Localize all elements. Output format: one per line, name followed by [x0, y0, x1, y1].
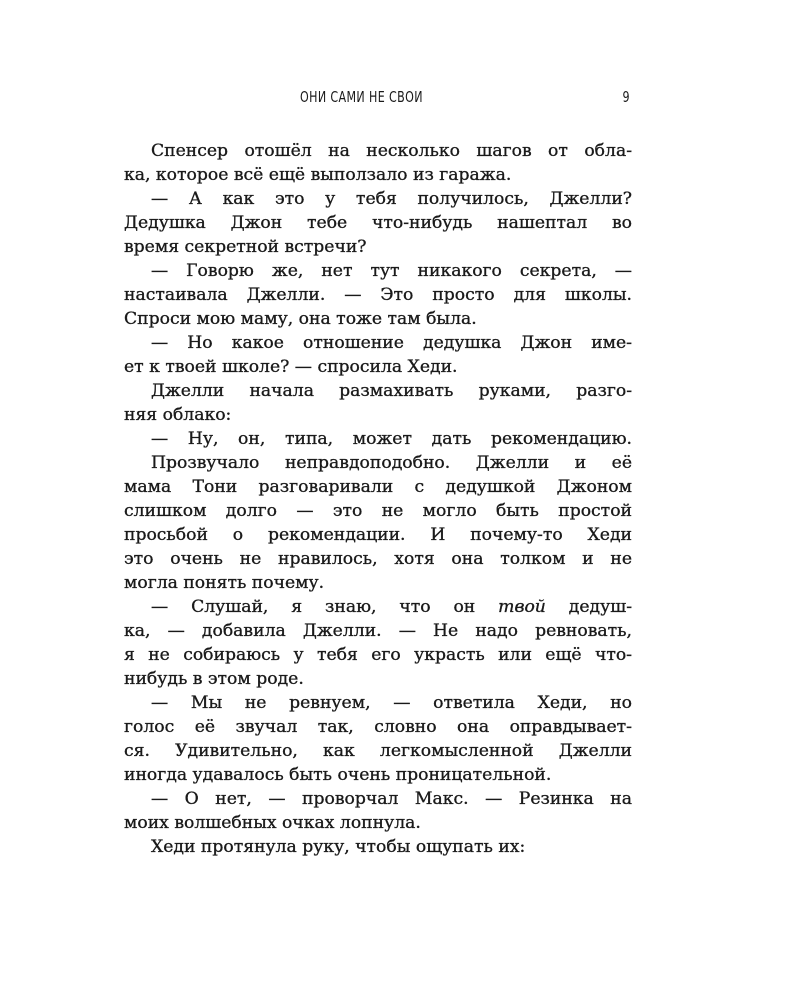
body-text — [124, 139, 633, 859]
text-line: ка, — добавила Джелли. — Не надо ревновать, — [124, 621, 632, 641]
text-line: — Говорю же, нет тут никакого секрета, — — [151, 261, 632, 281]
text-line: слишком долго — это не могло быть простой — [124, 501, 632, 521]
text-line-italic — [151, 595, 632, 619]
text-line: — А как это у тебя получилось, Джелли? — [151, 189, 632, 209]
running-head — [300, 88, 630, 112]
text-line: Спенсер отошёл на несколько шагов от обла- — [151, 141, 632, 161]
text-line: Прозвучало неправдоподобно. Джелли и её — [151, 453, 632, 473]
text-line: ет к твоей школе? — спросила Хеди. — [124, 357, 458, 377]
text-line: Джелли начала размахивать руками, разго- — [151, 381, 632, 401]
text-line: иногда удавалось быть очень проницательной. — [124, 765, 552, 785]
page-number: 9 — [622, 88, 630, 106]
text-line: настаивала Джелли. — Это просто для школы. — [124, 285, 632, 305]
text-line: няя облако: — [124, 405, 232, 425]
text-line: голос её звучал так, словно она оправдывает- — [124, 717, 632, 737]
text-fragment: — Слушай, я знаю, что он — [151, 597, 499, 617]
text-line: моих волшебных очках лопнула. — [124, 813, 421, 833]
text-line: мама Тони разговаривали с дедушкой Джоном — [124, 477, 632, 497]
text-line: ка, которое всё ещё выползало из гаража. — [124, 165, 512, 185]
text-fragment: дедуш- — [545, 597, 633, 617]
text-line: — Но какое отношение дедушка Джон име- — [151, 333, 632, 353]
text-line: — Ну, он, типа, может дать рекомендацию. — [151, 429, 632, 449]
text-line: нибудь в этом роде. — [124, 669, 304, 689]
text-line: Дедушка Джон тебе что-нибудь нашептал во — [124, 213, 632, 233]
text-line: Хеди протянула руку, чтобы ощупать их: — [151, 837, 526, 857]
text-line: — О нет, — проворчал Макс. — Резинка на — [151, 789, 632, 809]
running-title: ОНИ САМИ НЕ СВОИ — [300, 88, 423, 106]
text-line: это очень не нравилось, хотя она толком и не — [124, 549, 632, 569]
text-line: просьбой о рекомендации. И почему-то Хеди — [124, 525, 632, 545]
text-line: время секретной встречи? — [124, 237, 367, 257]
text-line: Спроси мою маму, она тоже там была. — [124, 309, 477, 329]
text-line: могла понять почему. — [124, 573, 325, 593]
text-line: ся. Удивительно, как легкомысленной Джелли — [124, 741, 632, 761]
text-line: я не собираюсь у тебя его украсть или ещё что- — [124, 645, 632, 665]
italic-word: твой — [498, 597, 546, 617]
text-line: — Мы не ревнуем, — ответила Хеди, но — [151, 693, 632, 713]
